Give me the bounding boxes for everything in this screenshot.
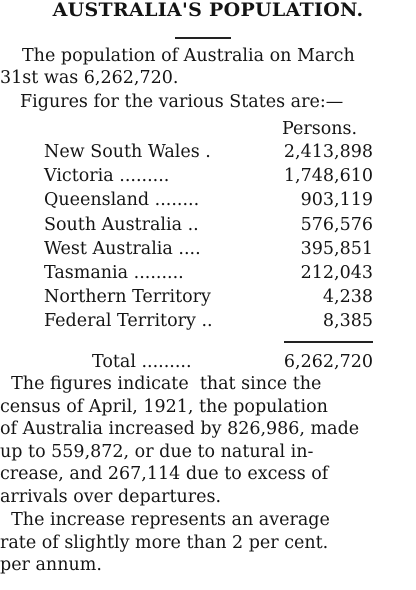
figures-intro: Figures for the various States are:— [20, 92, 344, 112]
table-row [0, 310, 416, 334]
state-population: 1,748,610 [283, 166, 373, 187]
table-row [0, 238, 416, 262]
intro-line-1: The population of Australia on March [22, 46, 355, 66]
state-name: Northern Territory [44, 287, 211, 308]
state-name: Tasmania ......... [44, 263, 184, 283]
total-value: 6,262,720 [283, 352, 373, 372]
state-name: Victoria ......... [44, 166, 170, 187]
headline: AUSTRALIA'S POPULATION. [52, 0, 364, 21]
headline-rule [175, 37, 231, 39]
total-label: Total ......... [92, 352, 192, 372]
total-rule [284, 341, 373, 343]
text-line: crease, and 267,114 due to excess of [0, 464, 329, 485]
table-row [0, 262, 416, 286]
state-population: 212,043 [300, 263, 373, 283]
table-row [0, 141, 416, 165]
text-line: per annum. [0, 555, 102, 576]
table-row [0, 189, 416, 213]
text-line: The increase represents an average [0, 510, 330, 530]
column-header-persons: Persons. [282, 119, 358, 139]
intro-line-2: 31st was 6,262,720. [0, 68, 179, 88]
state-population: 2,413,898 [283, 142, 373, 162]
state-population: 395,851 [300, 238, 373, 259]
table-row [0, 165, 416, 189]
state-population: 8,385 [322, 311, 373, 332]
table-row [0, 286, 416, 310]
state-population: 903,119 [300, 190, 373, 211]
text-line: census of April, 1921, the population [0, 396, 328, 417]
text-line: up to 559,872, or due to natural in- [0, 441, 314, 462]
state-name: Queensland ........ [44, 190, 200, 211]
table-row [0, 214, 416, 238]
state-name: Federal Territory .. [44, 311, 213, 332]
state-population: 576,576 [300, 214, 373, 235]
text-line: rate of slightly more than 2 per cent. [0, 532, 329, 553]
state-name: South Australia .. [44, 214, 199, 235]
state-name: West Australia .... [44, 238, 201, 259]
text-line: The figures indicate that since the [0, 374, 322, 394]
state-population: 4,238 [322, 287, 373, 308]
text-line: of Australia increased by 826,986, made [0, 419, 360, 440]
total-row [0, 351, 416, 375]
text-line: arrivals over departures. [0, 487, 222, 507]
state-name: New South Wales . [44, 142, 211, 162]
